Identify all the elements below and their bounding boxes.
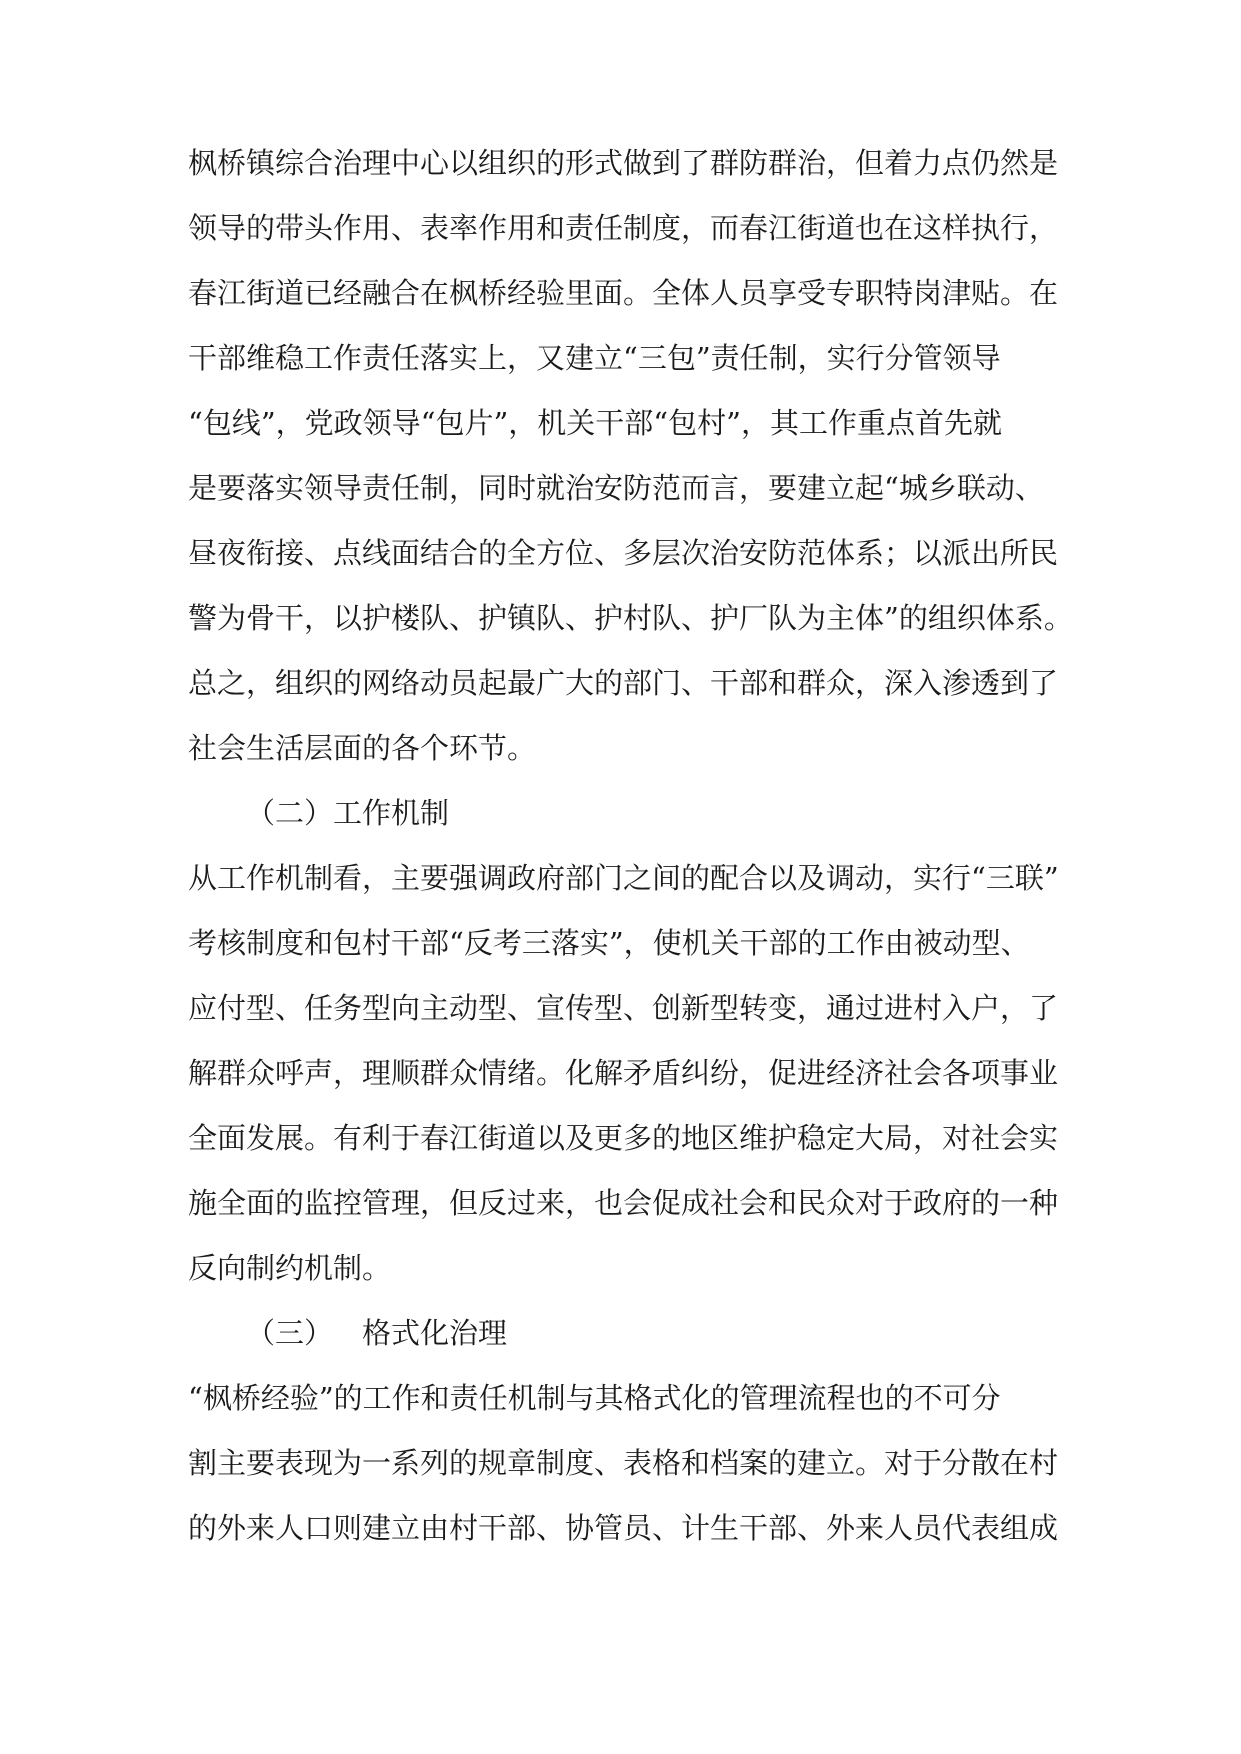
text-line: 昼夜衔接、点线面结合的全方位、多层次治安防范体系；以派出所民 (188, 536, 1059, 570)
text-line: “包线”，党政领导“包片”，机关干部“包村”，其工作重点首先就 (188, 406, 1002, 440)
text-line: 警为骨干，以护楼队、护镇队、护村队、护厂队为主体”的组织体系。 (188, 601, 1073, 635)
text-line: 割主要表现为一系列的规章制度、表格和档案的建立。对于分散在村 (188, 1446, 1059, 1480)
text-line: 枫桥镇综合治理中心以组织的形式做到了群防群治，但着力点仍然是 (188, 146, 1059, 180)
text-line: 总之，组织的网络动员起最广大的部门、干部和群众，深入渗透到了 (188, 666, 1059, 700)
text-line: 应付型、任务型向主动型、宣传型、创新型转变，通过进村入户，了 (188, 991, 1059, 1025)
section-heading-formatted-governance: 格式化治理 (362, 1316, 508, 1350)
text-line: 干部维稳工作责任落实上，又建立“三包”责任制，实行分管领导 (188, 341, 1001, 375)
text-line: “枫桥经验”的工作和责任机制与其格式化的管理流程也的不可分 (188, 1381, 1001, 1415)
section-heading-work-mechanism: （二）工作机制 (246, 796, 450, 830)
text-line: 社会生活层面的各个环节。 (188, 731, 537, 765)
text-line: 解群众呼声，理顺群众情绪。化解矛盾纠纷，促进经济社会各项事业 (188, 1056, 1059, 1090)
text-line: 领导的带头作用、表率作用和责任制度，而春江街道也在这样执行， (188, 211, 1059, 245)
text-line: 反向制约机制。 (188, 1251, 392, 1285)
section-heading-number: （三） (246, 1316, 334, 1350)
text-line: 从工作机制看，主要强调政府部门之间的配合以及调动，实行“三联” (188, 861, 1059, 895)
text-line: 全面发展。有利于春江街道以及更多的地区维护稳定大局，对社会实 (188, 1121, 1059, 1155)
text-line: 的外来人口则建立由村干部、协管员、计生干部、外来人员代表组成 (188, 1511, 1059, 1545)
text-line: 春江街道已经融合在枫桥经验里面。全体人员享受专职特岗津贴。在 (188, 276, 1059, 310)
text-line: 考核制度和包村干部“反考三落实”，使机关干部的工作由被动型、 (188, 926, 1030, 960)
text-line: 是要落实领导责任制，同时就治安防范而言，要建立起“城乡联动、 (188, 471, 1044, 505)
text-line: 施全面的监控管理，但反过来，也会促成社会和民众对于政府的一种 (188, 1186, 1059, 1220)
